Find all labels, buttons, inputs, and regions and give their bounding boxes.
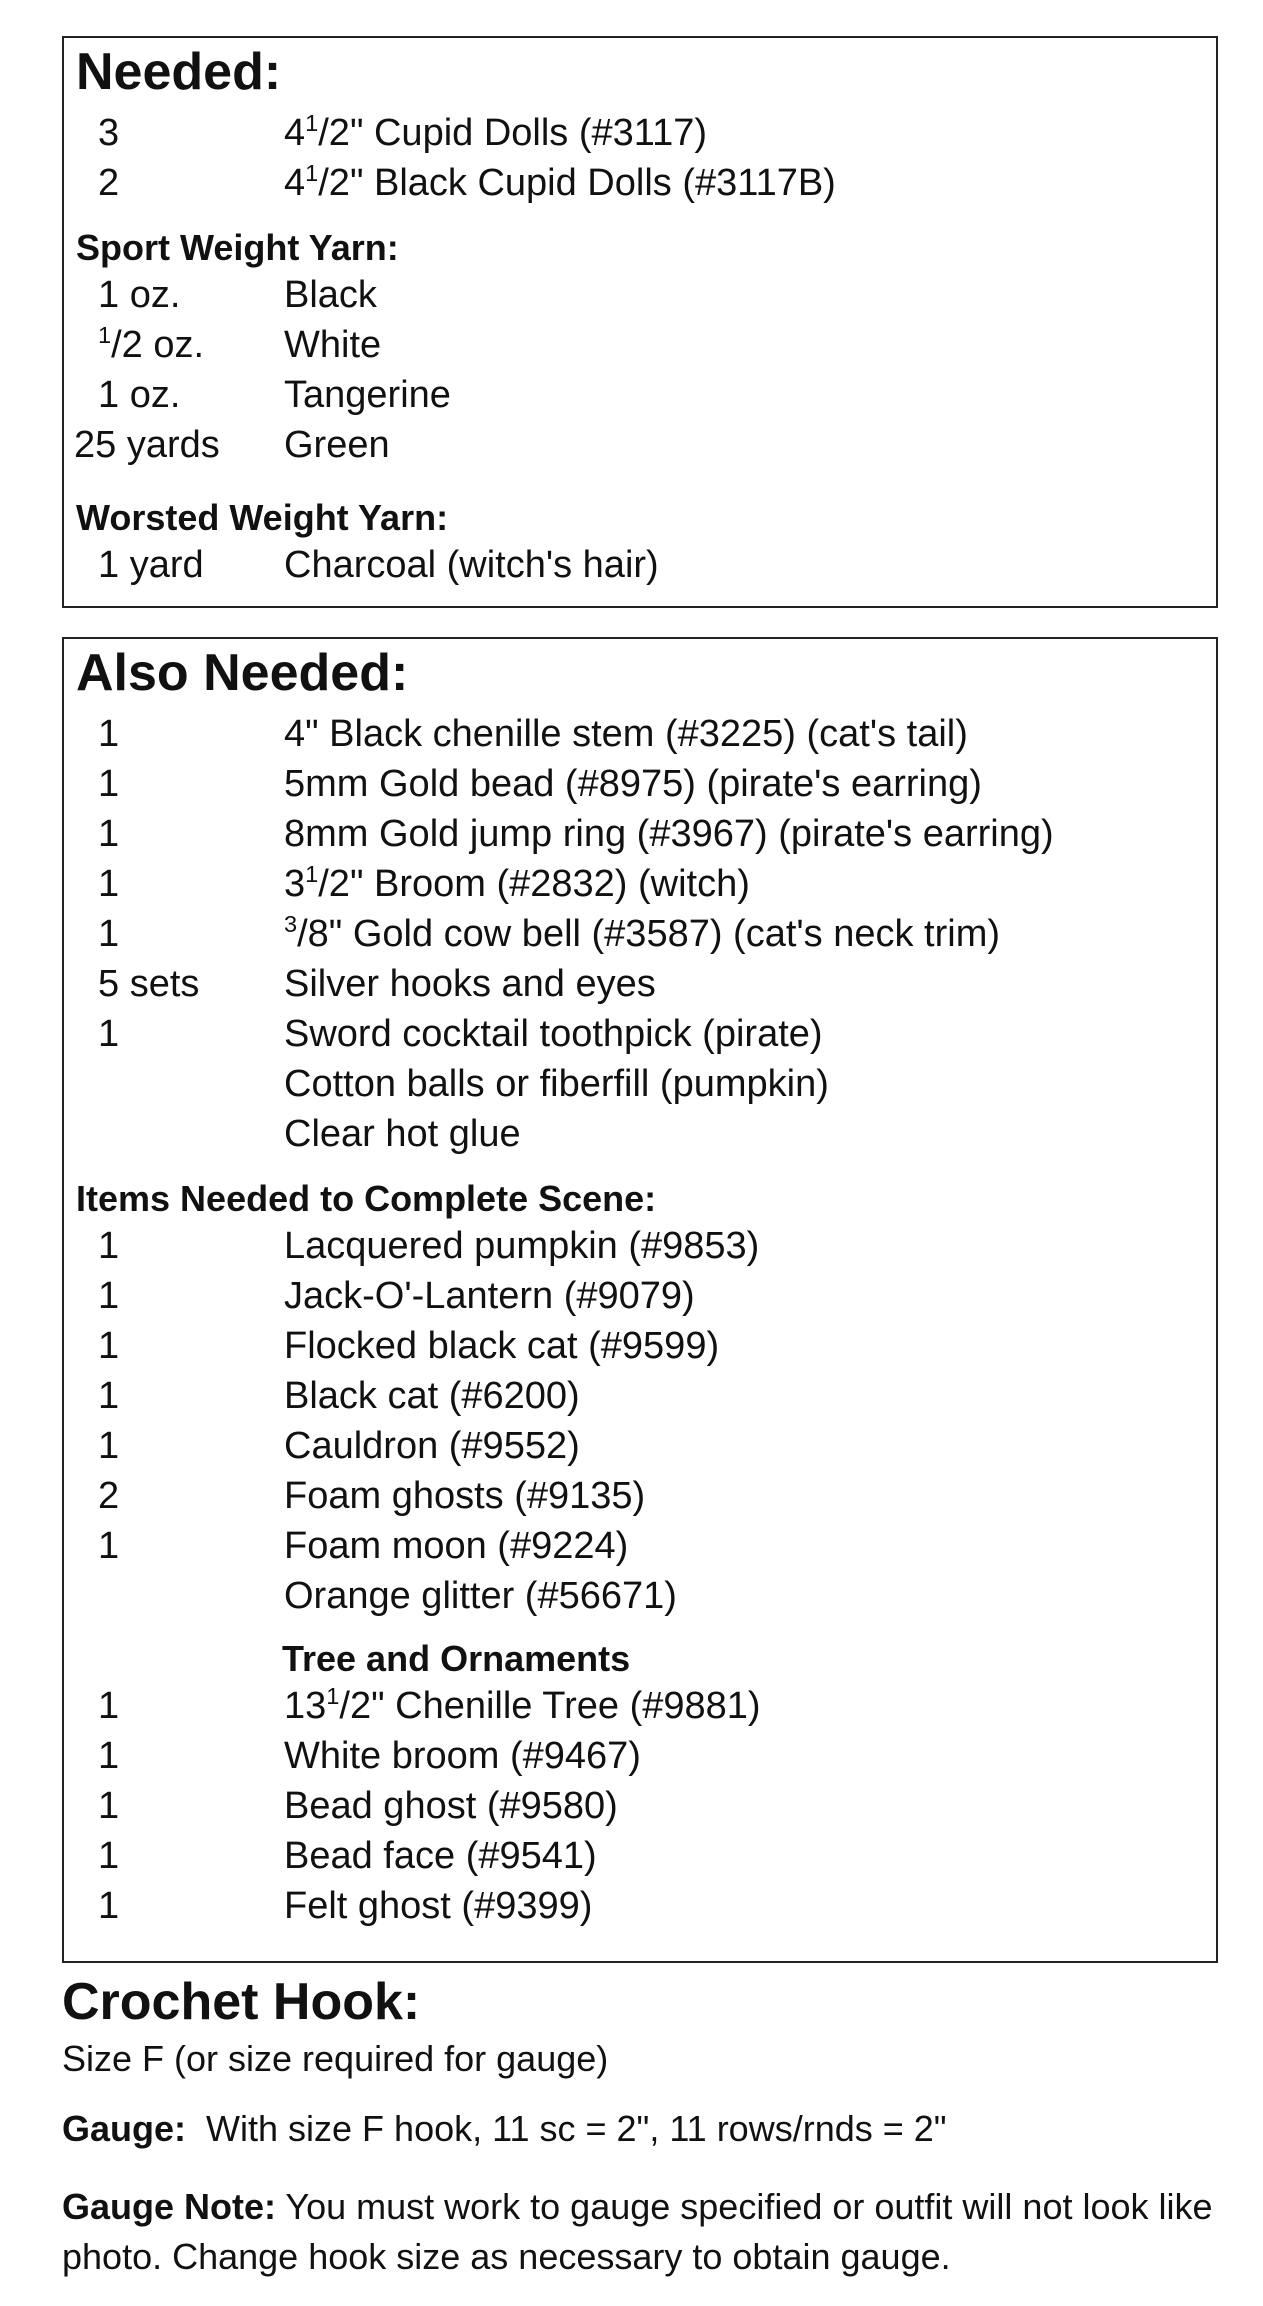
list-item: 1 $^3$/8" Gold cow bell (#3587) (cat's neck trim) (98, 910, 1000, 955)
needed-title: Needed: (76, 43, 282, 101)
list-item: 1 White broom (#9467) (98, 1735, 641, 1777)
list-item: $^1$/2 oz. White (98, 321, 382, 366)
gauge-text: Gauge: With size F hook, 11 sc = 2", 11 rows/rnds = 2" (62, 2108, 947, 2149)
list-item: 1 Flocked black cat (#9599) (98, 1325, 720, 1367)
list-item: 1 Cauldron (#9552) (98, 1425, 580, 1467)
gauge-note-text: Gauge Note: You must work to gauge specified or outfit will not look like photo. Change hook size as necessary to obtain gauge. (62, 2186, 1213, 2277)
sport-weight-heading: Sport Weight Yarn: (76, 227, 399, 268)
also-needed-box (62, 637, 1218, 1963)
scene-items-heading: Items Needed to Complete Scene: (76, 1178, 657, 1219)
hook-size-text: Size F (or size required for gauge) (62, 2038, 609, 2079)
list-item: 1 yard Charcoal (witch's hair) (98, 544, 659, 586)
list-item: 1 Foam moon (#9224) (98, 1525, 629, 1567)
worsted-weight-heading: Worsted Weight Yarn: (76, 497, 449, 538)
list-item: 1 4" Black chenille stem (#3225) (cat's tail) (98, 713, 968, 755)
list-item: 5 sets Silver hooks and eyes (98, 963, 656, 1005)
list-item: 2 $4^1/2$" Black Cupid Dolls (#3117B) (98, 159, 836, 204)
tree-ornaments-heading: Tree and Ornaments (282, 1638, 631, 1679)
list-item: 3 $4^1/2$" Cupid Dolls (#3117) (98, 109, 708, 154)
list-item: 1 8mm Gold jump ring (#3967) (pirate's earring) (98, 813, 1054, 855)
list-item: 1 oz. Black (98, 274, 377, 316)
list-item: 1 5mm Gold bead (#8975) (pirate's earring) (98, 763, 982, 805)
list-item: 1 $3^1/2$" Broom (#2832) (witch) (98, 860, 750, 905)
list-item: Clear hot glue (284, 1113, 521, 1155)
list-item: 1 oz. Tangerine (98, 374, 451, 416)
list-item: 25 yards Green (74, 424, 390, 466)
list-item: 1 Felt ghost (#9399) (98, 1885, 593, 1927)
list-item: 1 Black cat (#6200) (98, 1375, 580, 1417)
list-item: Orange glitter (#56671) (284, 1575, 677, 1617)
list-item: 1 Sword cocktail toothpick (pirate) (98, 1013, 823, 1055)
list-item: 1 Bead ghost (#9580) (98, 1785, 618, 1827)
list-item: 2 Foam ghosts (#9135) (98, 1475, 646, 1517)
also-needed-title: Also Needed: (76, 644, 409, 702)
list-item: 1 Jack-O'-Lantern (#9079) (98, 1275, 695, 1317)
list-item: Cotton balls or fiberfill (pumpkin) (284, 1063, 829, 1105)
needed-box (62, 36, 1218, 608)
crochet-hook-title: Crochet Hook: (62, 1973, 421, 2031)
list-item: 1 Bead face (#9541) (98, 1835, 597, 1877)
list-item: 1 Lacquered pumpkin (#9853) (98, 1225, 760, 1267)
list-item: 1 $13^1/2$" Chenille Tree (#9881) (98, 1682, 761, 1727)
